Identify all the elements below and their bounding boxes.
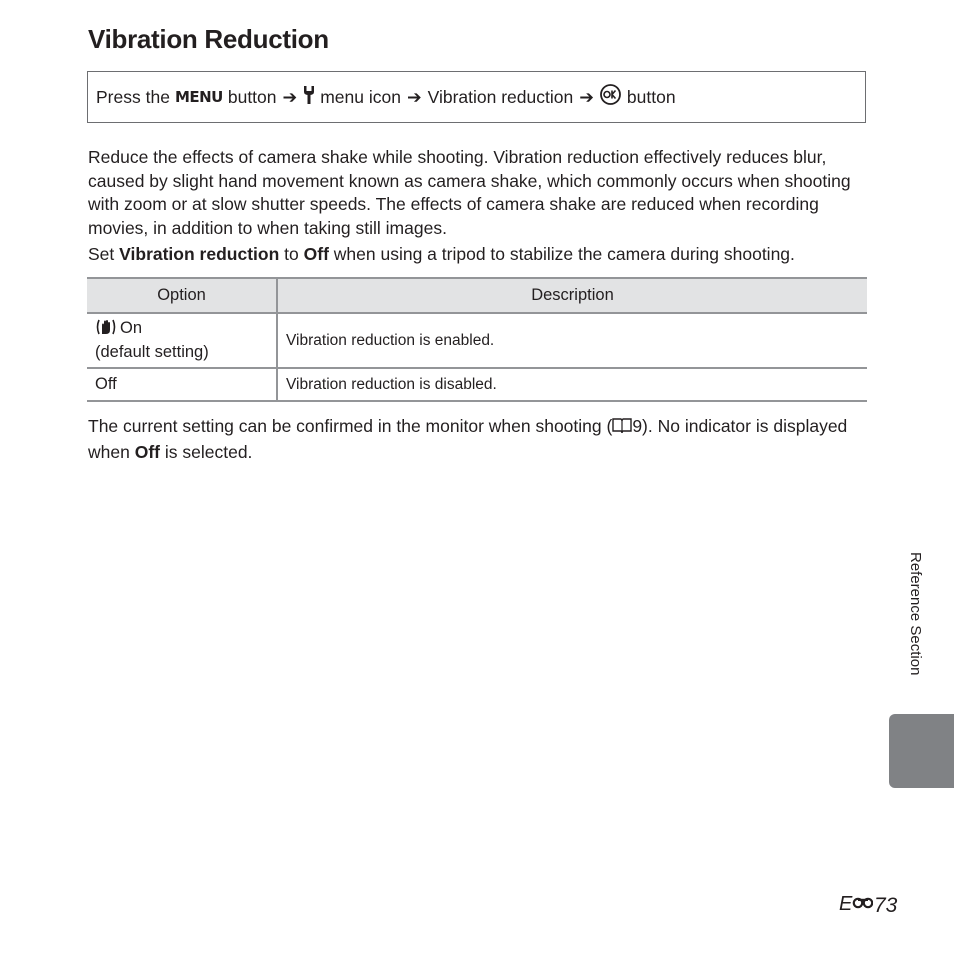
menu-button-icon: MENU (174, 88, 223, 106)
indicator-note-page-ref: 9 (632, 416, 643, 436)
nav-item-text: Vibration reduction (427, 86, 574, 107)
column-header-description: Description (277, 278, 867, 313)
book-reference-icon (612, 417, 632, 441)
svg-text:E: E (839, 893, 853, 913)
vibration-reduction-hand-icon (95, 318, 117, 342)
section-tab (889, 714, 954, 788)
description-cell: Vibration reduction is enabled. (277, 313, 867, 368)
indicator-note (88, 415, 878, 464)
indicator-note-text-3: is selected. (164, 441, 253, 462)
tripod-note-prefix: Set (88, 244, 115, 264)
options-table (87, 277, 867, 402)
tripod-note (88, 243, 878, 267)
table-header-row (87, 278, 867, 313)
menu-path-box (87, 71, 866, 123)
description-cell: Vibration reduction is disabled. (277, 368, 867, 401)
page-title: Vibration Reduction (88, 24, 329, 54)
arrow-right-icon: ➔ (406, 86, 422, 107)
arrow-right-icon: ➔ (579, 86, 594, 107)
nav-button-text: button (227, 86, 277, 107)
option-cell: Off (87, 368, 277, 401)
ok-button-icon (600, 84, 621, 110)
arrow-right-icon: ➔ (282, 86, 298, 107)
section-side-label: Reference Section (907, 552, 924, 676)
setup-wrench-icon (303, 85, 315, 110)
table-row (87, 313, 867, 368)
option-cell (87, 313, 277, 368)
option-on-label: On (120, 319, 143, 337)
page-number-text: 73 (874, 894, 898, 917)
intro-paragraph: Reduce the effects of camera shake while shooting. Vibration reduction effectively reduces blur, caused by slight hand movement known as camera shake, which commonly occurs when shooting with zoom or at slow shutter speeds. The effects of camera shake are reduced when recording movies, in addition to when taking still images. (88, 147, 851, 238)
tripod-note-suffix: when using a tripod to stabilize the camera during shooting. (333, 244, 795, 264)
tripod-note-to: to (284, 244, 299, 264)
tripod-note-setting: Vibration reduction (119, 244, 280, 264)
indicator-note-off: Off (134, 441, 160, 462)
indicator-note-text-1: The current setting can be confirmed in the monitor when shooting ( (88, 416, 613, 436)
nav-press-text: Press the (96, 86, 170, 107)
table-row (87, 368, 867, 401)
tripod-note-off: Off (303, 244, 329, 264)
column-header-option: Option (87, 278, 277, 313)
nav-ok-button-text: button (626, 86, 676, 107)
reference-section-icon (839, 893, 873, 919)
page-number (839, 893, 897, 919)
nav-menu-icon-text: menu icon (320, 86, 401, 107)
indicator-note-text-2: ). No indicator is displayed when (88, 416, 848, 462)
option-default-note: (default setting) (95, 343, 209, 361)
